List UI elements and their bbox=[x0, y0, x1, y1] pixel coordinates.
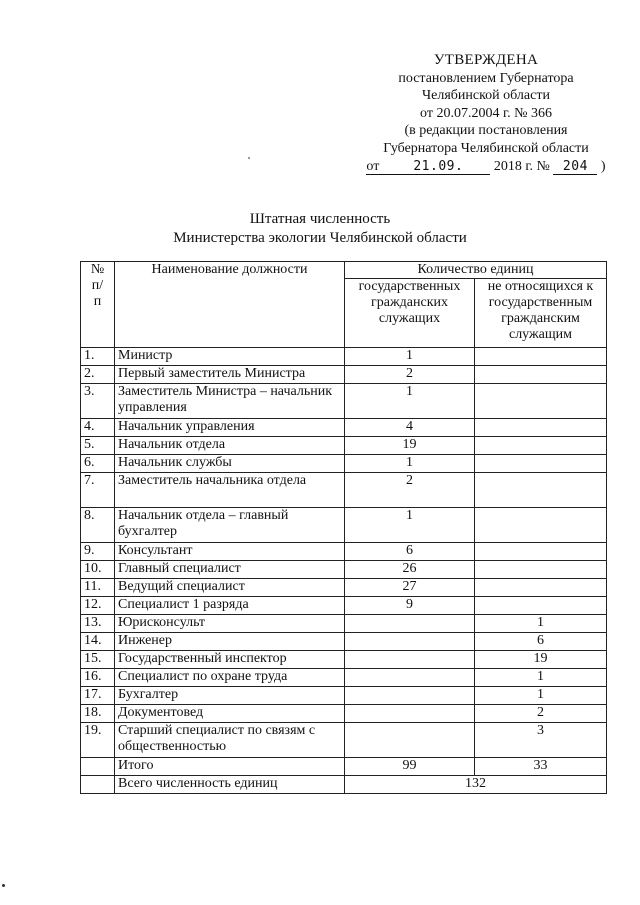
grand-total-row bbox=[81, 776, 607, 794]
date-prefix: от bbox=[366, 158, 380, 174]
approval-stamp bbox=[340, 52, 632, 175]
table-row bbox=[81, 651, 607, 669]
row-name: Начальник отдела – главный бухгалтер bbox=[115, 508, 345, 543]
row-num: 4. bbox=[81, 419, 115, 437]
row-civil: 27 bbox=[345, 579, 475, 597]
table-row bbox=[81, 455, 607, 473]
row-non-civil: 3 bbox=[475, 723, 607, 758]
number-value: 204 bbox=[553, 160, 597, 175]
approval-line: Челябинской области bbox=[422, 88, 550, 104]
approval-line: (в редакции постановления bbox=[404, 123, 568, 139]
row-civil bbox=[345, 615, 475, 633]
row-civil bbox=[345, 723, 475, 758]
row-name: Инженер bbox=[115, 633, 345, 651]
row-num: 7. bbox=[81, 473, 115, 508]
row-num: 8. bbox=[81, 508, 115, 543]
row-name: Начальник службы bbox=[115, 455, 345, 473]
row-civil: 26 bbox=[345, 561, 475, 579]
row-civil bbox=[345, 651, 475, 669]
row-num: 19. bbox=[81, 723, 115, 758]
row-num: 14. bbox=[81, 633, 115, 651]
approval-line: постановлением Губернатора bbox=[398, 70, 574, 86]
row-non-civil bbox=[475, 348, 607, 366]
row-civil: 19 bbox=[345, 437, 475, 455]
row-num: 12. bbox=[81, 597, 115, 615]
row-non-civil bbox=[475, 455, 607, 473]
header-row bbox=[81, 262, 607, 279]
row-num: 3. bbox=[81, 384, 115, 419]
scan-speck bbox=[2, 884, 5, 887]
scan-speck bbox=[248, 157, 250, 159]
table-row bbox=[81, 705, 607, 723]
row-non-civil bbox=[475, 543, 607, 561]
header-civil: государственных гражданских служащих bbox=[345, 279, 475, 348]
row-num: 1. bbox=[81, 348, 115, 366]
row-name: Специалист по охране труда bbox=[115, 669, 345, 687]
row-civil: 2 bbox=[345, 366, 475, 384]
row-civil: 1 bbox=[345, 455, 475, 473]
total-non-civil: 33 bbox=[475, 758, 607, 776]
row-civil: 4 bbox=[345, 419, 475, 437]
grand-total-num bbox=[81, 776, 115, 794]
document-heading bbox=[0, 210, 640, 248]
date-value: 21.09. bbox=[413, 158, 464, 174]
row-civil bbox=[345, 669, 475, 687]
approval-date-line bbox=[340, 158, 632, 176]
row-name: Начальник отдела bbox=[115, 437, 345, 455]
table-row bbox=[81, 723, 607, 758]
header-num: № п/п bbox=[81, 262, 115, 348]
row-non-civil bbox=[475, 437, 607, 455]
row-non-civil bbox=[475, 384, 607, 419]
approval-line: Губернатора Челябинской области bbox=[383, 140, 589, 156]
row-name: Консультант bbox=[115, 543, 345, 561]
table-row bbox=[81, 633, 607, 651]
row-name: Документовед bbox=[115, 705, 345, 723]
row-non-civil: 1 bbox=[475, 615, 607, 633]
row-civil: 9 bbox=[345, 597, 475, 615]
row-name: Начальник управления bbox=[115, 419, 345, 437]
row-name: Старший специалист по связям с общественностью bbox=[115, 723, 345, 758]
total-num bbox=[81, 758, 115, 776]
row-num: 2. bbox=[81, 366, 115, 384]
heading-line-1: Штатная численность bbox=[249, 211, 391, 227]
total-row bbox=[81, 758, 607, 776]
row-civil: 2 bbox=[345, 473, 475, 508]
row-non-civil: 2 bbox=[475, 705, 607, 723]
row-name: Ведущий специалист bbox=[115, 579, 345, 597]
heading-line-2: Министерства экологии Челябинской области bbox=[173, 230, 467, 246]
row-civil: 6 bbox=[345, 543, 475, 561]
year-text: 2018 г. № bbox=[493, 158, 550, 174]
row-name: Юрисконсульт bbox=[115, 615, 345, 633]
row-name: Специалист 1 разряда bbox=[115, 597, 345, 615]
row-num: 13. bbox=[81, 615, 115, 633]
row-civil bbox=[345, 633, 475, 651]
grand-total-value: 132 bbox=[345, 776, 607, 794]
table-row bbox=[81, 384, 607, 419]
row-name: Бухгалтер bbox=[115, 687, 345, 705]
header-non-civil: не относящихся к государственным гражданским служащим bbox=[475, 279, 607, 348]
row-name: Заместитель начальника отдела bbox=[115, 473, 345, 508]
table-row bbox=[81, 579, 607, 597]
row-civil: 1 bbox=[345, 508, 475, 543]
row-non-civil: 1 bbox=[475, 669, 607, 687]
row-civil: 1 bbox=[345, 348, 475, 366]
total-civil: 99 bbox=[345, 758, 475, 776]
row-non-civil bbox=[475, 508, 607, 543]
row-civil bbox=[345, 687, 475, 705]
total-label: Итого bbox=[115, 758, 345, 776]
table-row bbox=[81, 597, 607, 615]
row-num: 6. bbox=[81, 455, 115, 473]
row-non-civil: 1 bbox=[475, 687, 607, 705]
row-num: 9. bbox=[81, 543, 115, 561]
row-civil bbox=[345, 705, 475, 723]
row-num: 17. bbox=[81, 687, 115, 705]
table-row bbox=[81, 419, 607, 437]
row-num: 10. bbox=[81, 561, 115, 579]
row-non-civil bbox=[475, 366, 607, 384]
row-non-civil bbox=[475, 473, 607, 508]
row-num: 11. bbox=[81, 579, 115, 597]
table-row bbox=[81, 669, 607, 687]
row-num: 5. bbox=[81, 437, 115, 455]
row-non-civil bbox=[475, 597, 607, 615]
approval-line: от 20.07.2004 г. № 366 bbox=[420, 105, 552, 121]
table-row bbox=[81, 348, 607, 366]
row-name: Главный специалист bbox=[115, 561, 345, 579]
row-num: 15. bbox=[81, 651, 115, 669]
header-count: Количество единиц bbox=[345, 262, 607, 279]
table-row bbox=[81, 473, 607, 508]
grand-total-label: Всего численность единиц bbox=[115, 776, 345, 794]
table-row bbox=[81, 615, 607, 633]
header-name: Наименование должности bbox=[115, 262, 345, 348]
table-row bbox=[81, 508, 607, 543]
approval-title: УТВЕРЖДЕНА bbox=[433, 52, 539, 68]
table-row bbox=[81, 437, 607, 455]
row-non-civil bbox=[475, 419, 607, 437]
table-row bbox=[81, 543, 607, 561]
staff-table bbox=[80, 261, 607, 794]
row-civil: 1 bbox=[345, 384, 475, 419]
row-num: 18. bbox=[81, 705, 115, 723]
table-row bbox=[81, 687, 607, 705]
row-name: Первый заместитель Министра bbox=[115, 366, 345, 384]
row-non-civil bbox=[475, 561, 607, 579]
row-num: 16. bbox=[81, 669, 115, 687]
row-name: Министр bbox=[115, 348, 345, 366]
row-non-civil: 6 bbox=[475, 633, 607, 651]
row-name: Заместитель Министра – начальник управления bbox=[115, 384, 345, 419]
table-row bbox=[81, 366, 607, 384]
row-non-civil bbox=[475, 579, 607, 597]
row-non-civil: 19 bbox=[475, 651, 607, 669]
close-paren: ) bbox=[600, 158, 606, 174]
table-row bbox=[81, 561, 607, 579]
date-field bbox=[366, 160, 490, 175]
row-name: Государственный инспектор bbox=[115, 651, 345, 669]
